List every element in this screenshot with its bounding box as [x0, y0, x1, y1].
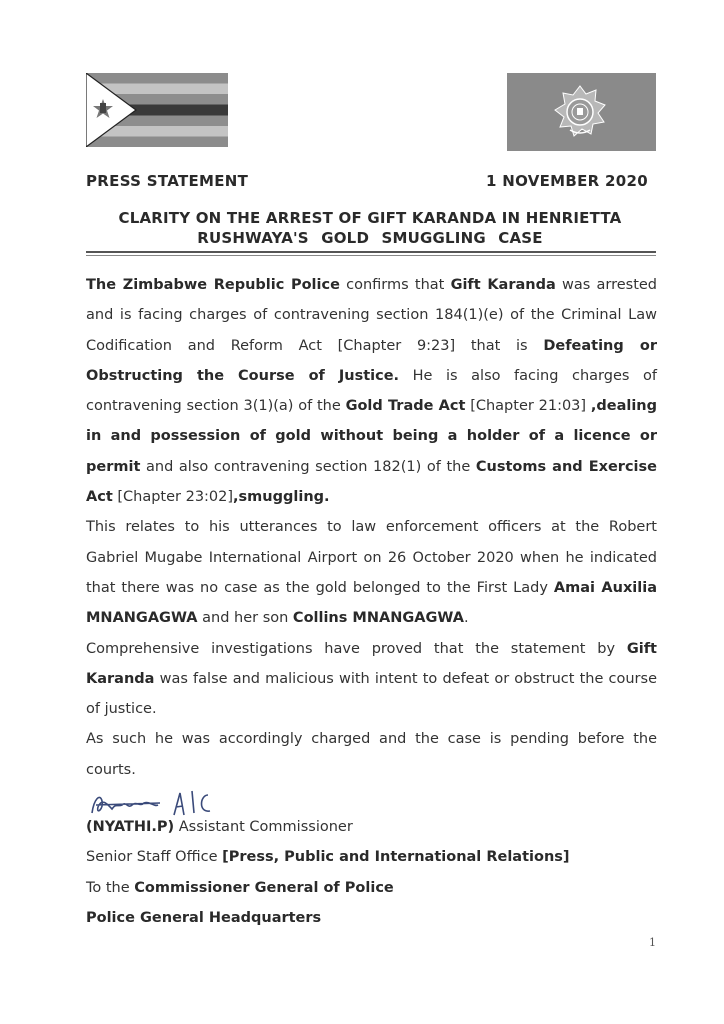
p1-text: confirms that — [339, 277, 451, 293]
p1-text: He is also facing charges of contravening section 3(1)(a) of the — [86, 367, 657, 415]
p3-text: Comprehensive investigations have proved that the statement by — [86, 640, 627, 657]
title-line-2: RUSHWAYA'S GOLD SMUGGLING CASE — [197, 229, 543, 247]
signature-block — [86, 812, 657, 933]
p2-bold-name: Amai Auxilia MNANGAGWA — [86, 579, 657, 627]
title-underline-thin — [86, 255, 656, 256]
office-name: [Press, Public and International Relations] — [222, 849, 570, 866]
p1-text: and also contravening section 182(1) of the — [140, 458, 476, 475]
press-statement-label: PRESS STATEMENT — [86, 172, 249, 190]
p2-text: This relates to his utterances to law enforcement officers at the Robert Gabriel Mugabe International Airport on 26 October 2020 when he indicated that there was no case as the gold belonged to the First Lady — [86, 519, 657, 596]
p2-bold-name2: Collins MNANGAGWA — [292, 610, 464, 627]
headquarters-name: Police General Headquarters — [86, 909, 322, 926]
signatory-line — [86, 812, 657, 842]
p1-bold-name: Gift Karanda — [450, 277, 556, 293]
title-line-1: CLARITY ON THE ARREST OF GIFT KARANDA IN HENRIETTA — [118, 209, 622, 227]
recipient-prefix: To the — [86, 879, 135, 896]
p2-text: and her son — [197, 610, 293, 627]
p1-bold-act: Gold Trade Act — [345, 398, 466, 415]
police-badge-icon — [507, 73, 656, 151]
hq-line — [86, 903, 657, 933]
statement-body — [86, 270, 657, 785]
p2-text: . — [463, 610, 469, 627]
paragraph-3 — [86, 634, 657, 725]
signatory-name: (NYATHI.P) — [86, 819, 175, 835]
signatory-rank: Assistant Commissioner — [174, 819, 353, 835]
p3-bold-name: Gift Karanda — [86, 640, 657, 687]
recipient-name: Commissioner General of Police — [134, 879, 394, 896]
p3-text: was false and malicious with intent to defeat or obstruct the course of justice. — [86, 670, 657, 718]
police-badge-box — [507, 73, 656, 151]
office-prefix: Senior Staff Office — [86, 849, 223, 866]
p1-text: was arrested and is facing charges of contravening section 184(1)(e) of the Criminal Law Codification and Reform Act [Chapter 9:23] that is — [86, 277, 657, 354]
paragraph-2 — [86, 512, 657, 633]
paragraph-4 — [86, 724, 657, 785]
p1-bold-act2: Customs and Exercise Act — [86, 458, 657, 506]
p1-bold-zrp: The Zimbabwe Republic Police — [86, 277, 340, 293]
p1-bold-smuggling: ,smuggling. — [233, 489, 330, 506]
p1-bold-charge2: ,dealing in and possession of gold without being a holder of a licence or permit — [86, 398, 657, 475]
zimbabwe-flag-icon — [86, 73, 228, 147]
statement-title — [86, 208, 654, 248]
paragraph-1 — [86, 270, 657, 512]
title-underline — [86, 251, 656, 253]
p1-text: [Chapter 23:02] — [112, 489, 234, 506]
p1-bold-charge: Defeating or Obstructing the Course of Justice. — [86, 337, 658, 384]
statement-date: 1 NOVEMBER 2020 — [485, 172, 648, 190]
p1-text: [Chapter 21:03] — [465, 398, 591, 415]
recipient-line — [86, 873, 657, 903]
page-number: 1 — [649, 936, 656, 949]
p4-text: As such he was accordingly charged and the case is pending before the courts. — [86, 731, 657, 778]
office-line — [86, 842, 657, 872]
